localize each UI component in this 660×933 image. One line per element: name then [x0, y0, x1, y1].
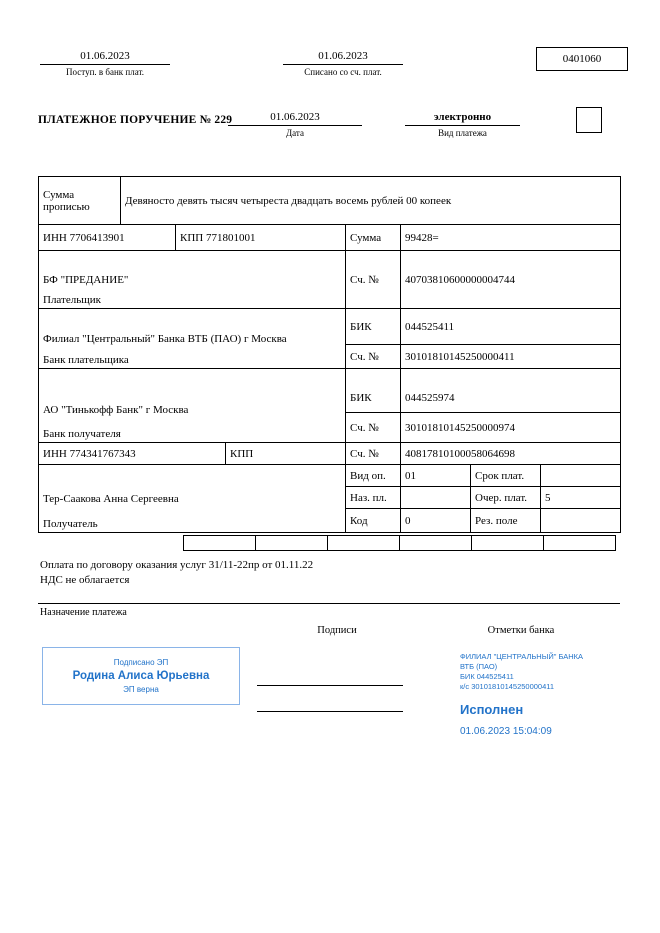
term-value-cell [541, 465, 621, 487]
rezpole-value-cell [541, 509, 621, 533]
sum-value-cell: 99428= [401, 225, 621, 251]
payer-section-label: Плательщик [43, 294, 101, 306]
mark-cell [543, 535, 616, 551]
debited-date-block [283, 50, 403, 77]
payer-bank-bik-value-cell: 044525411 [401, 309, 621, 345]
sum-label-cell: Сумма [346, 225, 401, 251]
esign-bottom-text: ЭП верна [123, 685, 159, 694]
bank-marks-label: Отметки банка [487, 625, 555, 636]
payment-kind-value: электронно [405, 111, 520, 126]
form-code-value: 0401060 [562, 53, 602, 65]
stamp-bik: БИК 044525411 [460, 672, 514, 682]
doc-date-value: 01.06.2023 [228, 111, 362, 126]
purpose-line1: Оплата по договору оказания услуг 31/11-22пр от 01.11.22 [40, 559, 314, 571]
received-date-label: Поступ. в банк плат. [66, 67, 144, 77]
payer-bank-block-cell [39, 309, 346, 369]
mark-cell [399, 535, 472, 551]
payer-inn-cell: ИНН 7706413901 [39, 225, 176, 251]
receiver-bank-section-label: Банк получателя [43, 428, 121, 440]
purpose-underline [38, 603, 620, 604]
payer-bank-bik-label-cell: БИК [346, 309, 401, 345]
doc-title: ПЛАТЕЖНОЕ ПОРУЧЕНИЕ № 229 [38, 114, 233, 126]
payer-name: БФ "ПРЕДАНИЕ" [43, 273, 129, 286]
payer-account-label-cell: Сч. № [346, 251, 401, 309]
stamp-datetime: 01.06.2023 15:04:09 [460, 725, 552, 737]
payer-block-cell [39, 251, 346, 309]
title-empty-box [576, 107, 602, 133]
payer-account-value-cell: 40703810600000004744 [401, 251, 621, 309]
bank-mark-cells [183, 535, 616, 551]
payer-bank-corr-value-cell: 30101810145250000411 [401, 345, 621, 369]
stamp-status: Исполнен [460, 701, 524, 717]
receiver-name: Тер-Саакова Анна Сергеевна [43, 492, 179, 505]
signature-line-1 [257, 685, 403, 686]
term-label-cell: Срок плат. [471, 465, 541, 487]
mark-cell [327, 535, 400, 551]
nazpl-label-cell: Наз. пл. [346, 487, 401, 509]
receiver-bank-bik-value-cell: 044525974 [401, 369, 621, 413]
debited-date-label: Списано со сч. плат. [304, 67, 382, 77]
doc-date-label: Дата [286, 128, 304, 138]
esign-top-text: Подписано ЭП [113, 658, 169, 667]
receiver-bank-block-cell [39, 369, 346, 443]
receiver-section-label: Получатель [43, 518, 98, 530]
payer-bank-name: Филиал "Центральный" Банка ВТБ (ПАО) г Москва [43, 332, 287, 345]
payer-kpp-cell: КПП 771801001 [176, 225, 346, 251]
receiver-inn-cell: ИНН 774341767343 [39, 443, 226, 465]
payer-bank-section-label: Банк плательщика [43, 354, 129, 366]
op-kind-value-cell: 01 [401, 465, 471, 487]
receiver-bank-corr-value-cell: 30101810145250000974 [401, 413, 621, 443]
op-kind-label-cell: Вид оп. [346, 465, 401, 487]
payment-form-table [38, 176, 621, 533]
doc-date-block [228, 111, 362, 138]
bank-execution-stamp [460, 652, 635, 737]
receiver-bank-corr-label-cell: Сч. № [346, 413, 401, 443]
esign-signer-name: Родина Алиса Юрьевна [72, 670, 210, 682]
payment-kind-label: Вид платежа [438, 128, 487, 138]
debited-date-value: 01.06.2023 [283, 50, 403, 65]
receiver-bank-bik-label-cell: БИК [346, 369, 401, 413]
amount-words-label-cell: Сумма прописью [39, 177, 121, 225]
form-code-box [536, 47, 628, 71]
receiver-account-label-cell: Сч. № [346, 443, 401, 465]
received-date-value: 01.06.2023 [40, 50, 170, 65]
amount-words-value-cell: Девяносто девять тысяч четыреста двадцать восемь рублей 00 копеек [121, 177, 621, 225]
rezpole-label-cell: Рез. поле [471, 509, 541, 533]
code-label-cell: Код [346, 509, 401, 533]
receiver-block-cell [39, 465, 346, 533]
purpose-section-label: Назначение платежа [40, 607, 127, 618]
ocher-label-cell: Очер. плат. [471, 487, 541, 509]
code-value-cell: 0 [401, 509, 471, 533]
signatures-label: Подписи [317, 625, 357, 636]
ocher-value-cell: 5 [541, 487, 621, 509]
esign-stamp [42, 647, 240, 705]
mark-cell [471, 535, 544, 551]
payment-kind-block [405, 111, 520, 138]
mark-cell [183, 535, 256, 551]
signature-line-2 [257, 711, 403, 712]
receiver-account-value-cell: 40817810100058064698 [401, 443, 621, 465]
payment-purpose [40, 558, 600, 588]
stamp-corr-account: к/с 30101810145250000411 [460, 682, 555, 692]
payer-bank-corr-label-cell: Сч. № [346, 345, 401, 369]
receiver-bank-name: АО "Тинькофф Банк" г Москва [43, 403, 189, 416]
received-date-block [40, 50, 170, 77]
receiver-kpp-cell: КПП [226, 443, 346, 465]
purpose-line2: НДС не облагается [40, 574, 130, 586]
stamp-bank-name-line1: ФИЛИАЛ "ЦЕНТРАЛЬНЫЙ" БАНКА [460, 652, 584, 661]
nazpl-value-cell [401, 487, 471, 509]
mark-cell [255, 535, 328, 551]
stamp-bank-name-line2: ВТБ (ПАО) [460, 662, 498, 672]
